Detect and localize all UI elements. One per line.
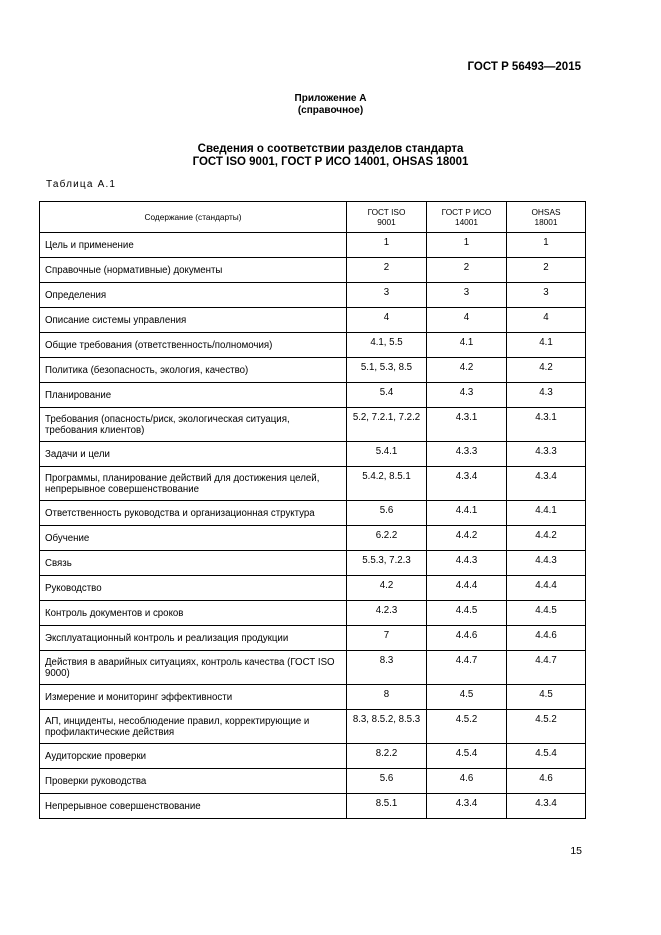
cell-iso14001: 4.3.4 <box>427 467 507 501</box>
cell-content: Определения <box>40 283 347 308</box>
cell-iso14001: 4.2 <box>427 358 507 383</box>
cell-iso9001: 8.3 <box>347 651 427 685</box>
cell-content: Руководство <box>40 576 347 601</box>
cell-content: Описание системы управления <box>40 308 347 333</box>
cell-ohsas: 4.5.4 <box>507 744 586 769</box>
cell-ohsas: 4 <box>507 308 586 333</box>
cell-iso9001: 5.2, 7.2.1, 7.2.2 <box>347 408 427 442</box>
cell-iso9001: 5.1, 5.3, 8.5 <box>347 358 427 383</box>
table-row <box>40 358 586 383</box>
cell-iso14001: 1 <box>427 233 507 258</box>
cell-ohsas: 1 <box>507 233 586 258</box>
cell-ohsas: 4.5.2 <box>507 710 586 744</box>
cell-iso9001: 4.2 <box>347 576 427 601</box>
cell-content: Программы, планирование действий для достижения целей, непрерывное совершенствование <box>40 467 347 501</box>
cell-iso14001: 4.1 <box>427 333 507 358</box>
cell-content: Цель и применение <box>40 233 347 258</box>
section-heading <box>0 143 661 169</box>
cell-ohsas: 4.4.1 <box>507 501 586 526</box>
cell-content: Ответственность руководства и организационная структура <box>40 501 347 526</box>
cell-iso14001: 4 <box>427 308 507 333</box>
table-row <box>40 258 586 283</box>
cell-ohsas: 4.4.6 <box>507 626 586 651</box>
cell-iso14001: 2 <box>427 258 507 283</box>
cell-content: Измерение и мониторинг эффективности <box>40 685 347 710</box>
cell-iso9001: 8.2.2 <box>347 744 427 769</box>
cell-ohsas: 2 <box>507 258 586 283</box>
cell-ohsas: 4.3.1 <box>507 408 586 442</box>
cell-content: Обучение <box>40 526 347 551</box>
correspondence-table <box>39 201 586 819</box>
column-header-iso9001-line-2: 9001 <box>377 217 396 227</box>
cell-content: Связь <box>40 551 347 576</box>
column-header-content-label: Содержание (стандарты) <box>144 212 242 222</box>
cell-ohsas: 4.6 <box>507 769 586 794</box>
cell-ohsas: 4.4.4 <box>507 576 586 601</box>
section-heading-line-1: Сведения о соответствии разделов стандарта <box>197 143 464 155</box>
cell-content: Общие требования (ответственность/полномочия) <box>40 333 347 358</box>
column-header-iso14001-line-2: 14001 <box>454 217 479 227</box>
table-row <box>40 769 586 794</box>
column-header-content <box>40 202 347 233</box>
cell-content: Действия в аварийных ситуациях, контроль качества (ГОСТ ISO 9000) <box>40 651 347 685</box>
cell-iso9001: 3 <box>347 283 427 308</box>
table-row <box>40 551 586 576</box>
table-header <box>40 202 586 233</box>
table-label: Таблица А.1 <box>46 179 117 190</box>
table-row <box>40 408 586 442</box>
table-row <box>40 442 586 467</box>
cell-content: Требования (опасность/риск, экологическая ситуация, требования клиентов) <box>40 408 347 442</box>
table-body <box>40 233 586 819</box>
cell-content: Проверки руководства <box>40 769 347 794</box>
table-header-row <box>40 202 586 233</box>
cell-content: Задачи и цели <box>40 442 347 467</box>
cell-iso9001: 1 <box>347 233 427 258</box>
cell-iso14001: 4.4.5 <box>427 601 507 626</box>
cell-iso14001: 4.4.6 <box>427 626 507 651</box>
appendix-type: (справочное) <box>297 105 364 116</box>
cell-ohsas: 4.3.4 <box>507 794 586 819</box>
cell-ohsas: 4.4.2 <box>507 526 586 551</box>
cell-ohsas: 4.5 <box>507 685 586 710</box>
column-header-ohsas-line-1: OHSAS <box>531 207 561 217</box>
cell-iso14001: 4.6 <box>427 769 507 794</box>
table-row <box>40 283 586 308</box>
table-row <box>40 467 586 501</box>
cell-content: Политика (безопасность, экология, качество) <box>40 358 347 383</box>
cell-ohsas: 4.4.3 <box>507 551 586 576</box>
table-row <box>40 601 586 626</box>
cell-content: Контроль документов и сроков <box>40 601 347 626</box>
column-header-iso9001 <box>347 202 427 233</box>
cell-iso9001: 2 <box>347 258 427 283</box>
section-heading-line-2: ГОСТ ISO 9001, ГОСТ Р ИСО 14001, OHSAS 18001 <box>192 156 469 168</box>
cell-iso9001: 6.2.2 <box>347 526 427 551</box>
table-row <box>40 685 586 710</box>
cell-iso9001: 7 <box>347 626 427 651</box>
cell-iso14001: 4.5.2 <box>427 710 507 744</box>
cell-iso9001: 8.5.1 <box>347 794 427 819</box>
table-row <box>40 794 586 819</box>
table-row <box>40 308 586 333</box>
column-header-iso9001-line-1: ГОСТ ISO <box>367 207 406 217</box>
cell-ohsas: 4.4.7 <box>507 651 586 685</box>
table-row <box>40 333 586 358</box>
cell-content: Аудиторские проверки <box>40 744 347 769</box>
table-row <box>40 501 586 526</box>
column-header-ohsas <box>507 202 586 233</box>
appendix-heading <box>0 93 661 117</box>
cell-iso9001: 5.4 <box>347 383 427 408</box>
cell-iso9001: 8.3, 8.5.2, 8.5.3 <box>347 710 427 744</box>
cell-iso9001: 5.4.1 <box>347 442 427 467</box>
page-number: 15 <box>570 845 582 857</box>
cell-ohsas: 4.3.3 <box>507 442 586 467</box>
cell-iso9001: 4.2.3 <box>347 601 427 626</box>
cell-iso9001: 5.4.2, 8.5.1 <box>347 467 427 501</box>
cell-content: Непрерывное совершенствование <box>40 794 347 819</box>
cell-ohsas: 4.4.5 <box>507 601 586 626</box>
cell-content: АП, инциденты, несоблюдение правил, корректирующие и профилактические действия <box>40 710 347 744</box>
column-header-iso14001-line-1: ГОСТ Р ИСО <box>441 207 492 217</box>
table-row <box>40 233 586 258</box>
cell-iso14001: 4.5.4 <box>427 744 507 769</box>
cell-iso9001: 5.5.3, 7.2.3 <box>347 551 427 576</box>
cell-iso14001: 3 <box>427 283 507 308</box>
cell-iso9001: 5.6 <box>347 769 427 794</box>
column-header-ohsas-line-2: 18001 <box>534 217 558 227</box>
cell-iso14001: 4.4.1 <box>427 501 507 526</box>
cell-content: Справочные (нормативные) документы <box>40 258 347 283</box>
cell-iso9001: 8 <box>347 685 427 710</box>
table-row <box>40 526 586 551</box>
cell-iso9001: 5.6 <box>347 501 427 526</box>
table-row <box>40 626 586 651</box>
document-standard-number: ГОСТ Р 56493—2015 <box>467 61 581 73</box>
cell-iso14001: 4.3.4 <box>427 794 507 819</box>
table-row <box>40 383 586 408</box>
cell-iso9001: 4 <box>347 308 427 333</box>
cell-iso14001: 4.3.1 <box>427 408 507 442</box>
table-row <box>40 651 586 685</box>
cell-iso14001: 4.4.3 <box>427 551 507 576</box>
table-row <box>40 710 586 744</box>
cell-content: Планирование <box>40 383 347 408</box>
cell-iso14001: 4.5 <box>427 685 507 710</box>
cell-iso14001: 4.4.7 <box>427 651 507 685</box>
cell-ohsas: 4.3 <box>507 383 586 408</box>
table-row <box>40 744 586 769</box>
table-row <box>40 576 586 601</box>
cell-iso14001: 4.4.4 <box>427 576 507 601</box>
cell-iso14001: 4.3.3 <box>427 442 507 467</box>
cell-iso9001: 4.1, 5.5 <box>347 333 427 358</box>
cell-ohsas: 4.3.4 <box>507 467 586 501</box>
cell-ohsas: 4.1 <box>507 333 586 358</box>
column-header-iso14001 <box>427 202 507 233</box>
cell-ohsas: 3 <box>507 283 586 308</box>
cell-iso14001: 4.3 <box>427 383 507 408</box>
cell-ohsas: 4.2 <box>507 358 586 383</box>
cell-iso14001: 4.4.2 <box>427 526 507 551</box>
cell-content: Эксплуатационный контроль и реализация продукции <box>40 626 347 651</box>
appendix-title: Приложение А <box>294 93 367 104</box>
